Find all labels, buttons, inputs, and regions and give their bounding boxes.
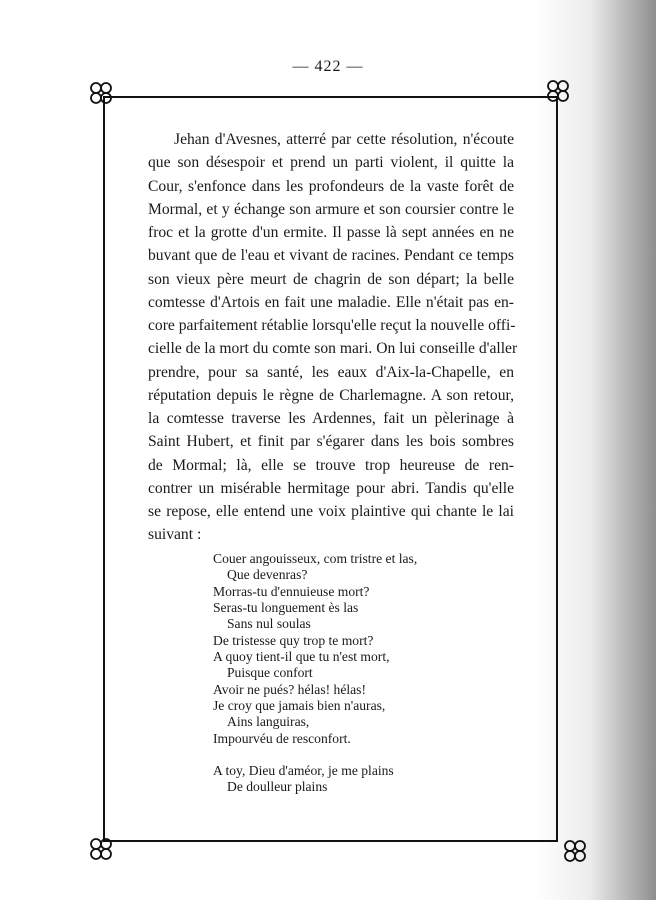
corner-ornament-icon <box>562 838 588 864</box>
poem-verse: A quoy tient-il que tu n'est mort, <box>213 649 390 665</box>
poem-verse: Sans nul soulas <box>227 616 311 632</box>
poem-lai <box>213 551 473 796</box>
text-line: se repose, elle entend une voix plaintive qui chante le lai <box>148 503 514 520</box>
text-line: prendre, pour sa santé, les eaux d'Aix-la-Chapelle, en <box>148 363 514 381</box>
prose-paragraph <box>148 128 518 547</box>
text-line: cielle de la mort du comte son mari. On lui conseille d'aller <box>148 340 518 358</box>
corner-ornament-icon <box>88 80 114 106</box>
text-line: froc et la grotte d'un ermite. Il passe là sept années en ne <box>148 224 514 241</box>
text-line: Mormal, et y échange son armure et son coursier contre le <box>148 200 514 218</box>
page-number: — 422 — <box>292 58 364 75</box>
text-line: core parfaitement rétablie lorsqu'elle reçut la nouvelle offi- <box>148 317 516 334</box>
poem-verse: Seras-tu longuement ès las <box>213 600 359 616</box>
text-line: Jehan d'Avesnes, atterré par cette résolution, n'écoute <box>174 131 514 148</box>
poem-verse: A toy, Dieu d'améor, je me plains <box>213 763 394 779</box>
poem-verse: Morras-tu d'ennuieuse mort? <box>213 583 370 599</box>
text-line: Cour, s'enfonce dans les profondeurs de la vaste forêt de <box>148 177 514 195</box>
text-line: contrer un misérable hermitage pour abri. Tandis qu'elle <box>148 479 514 497</box>
text-line: la comtesse traverse les Ardennes, fait un pèlerinage à <box>148 410 514 427</box>
corner-ornament-icon <box>88 836 114 862</box>
poem-verse: Que devenras? <box>227 567 308 583</box>
text-line: de Mormal; là, elle se trouve trop heureuse de ren- <box>148 456 514 474</box>
text-line: buvant que de l'eau et vivant de racines. Pendant ce temps <box>148 247 514 265</box>
text-line: Saint Hubert, et finit par s'égarer dans les bois sombres <box>148 433 514 451</box>
poem-verse: Je croy que jamais bien n'auras, <box>213 698 386 714</box>
text-line: que son désespoir et prend un parti violent, il quitte la <box>148 154 514 172</box>
poem-verse: Impourvéu de resconfort. <box>213 730 351 746</box>
poem-verse: Puisque confort <box>227 665 313 681</box>
text-line: réputation depuis le règne de Charlemagne. A son retour, <box>148 386 514 404</box>
poem-verse: De doulleur plains <box>227 779 328 795</box>
poem-verse: De tristesse quy trop te mort? <box>213 632 374 648</box>
poem-verse: Avoir ne pués? hélas! hélas! <box>213 681 366 697</box>
text-line: comtesse d'Artois en fait une maladie. Elle n'était pas en- <box>148 293 514 311</box>
poem-verse: Couer angouisseux, com tristre et las, <box>213 551 418 566</box>
corner-ornament-icon <box>545 78 571 104</box>
poem-verse: Ains languiras, <box>227 714 310 730</box>
text-line: son vieux père meurt de chagrin de son départ; la belle <box>148 270 514 288</box>
text-line: suivant : <box>148 526 202 544</box>
